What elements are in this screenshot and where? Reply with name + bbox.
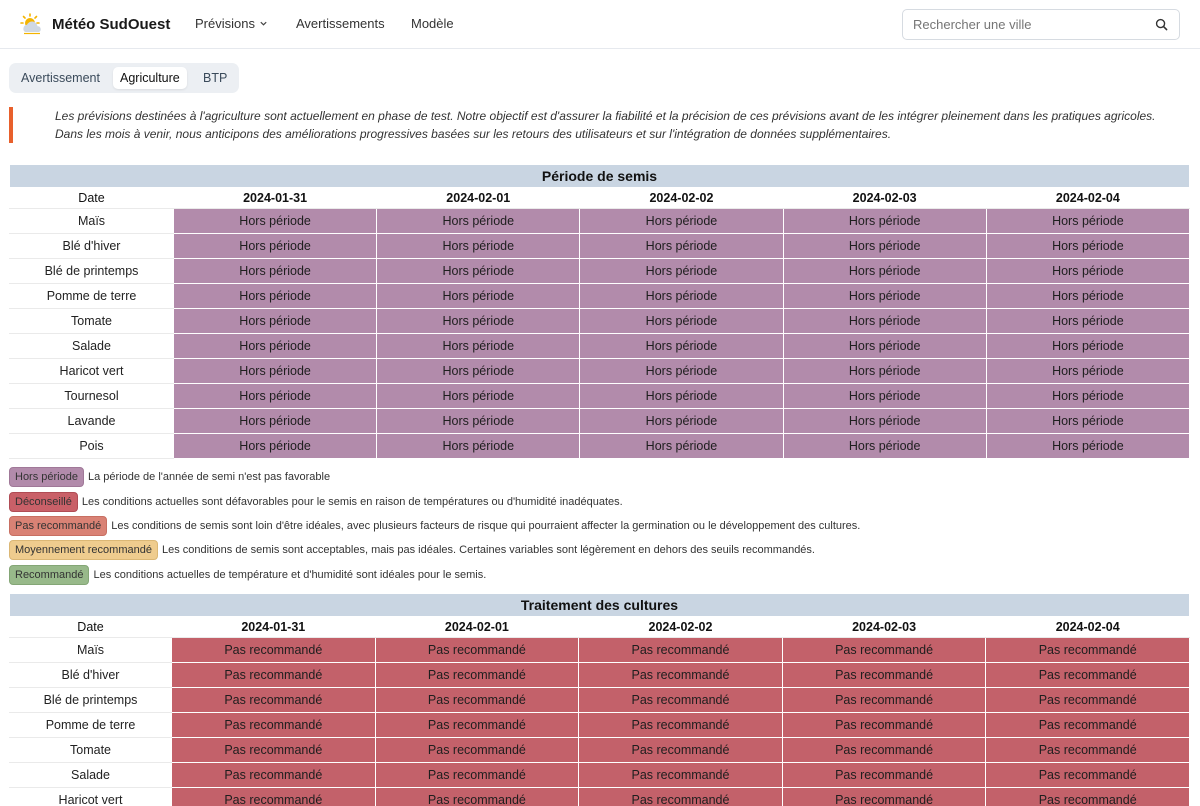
legend-badge-recommande: Recommandé [9, 565, 89, 585]
date-header: 2024-02-04 [986, 188, 1189, 209]
status-cell: Pas recommandé [782, 713, 986, 738]
nav-previsions-label: Prévisions [195, 16, 255, 31]
table-row [10, 334, 1190, 359]
crop-name: Tomate [10, 309, 174, 334]
status-cell: Hors période [174, 259, 377, 284]
crop-name: Pomme de terre [10, 713, 172, 738]
status-cell: Hors période [783, 259, 986, 284]
status-cell: Hors période [377, 259, 580, 284]
table-row [10, 209, 1190, 234]
status-cell: Hors période [986, 409, 1189, 434]
status-cell: Pas recommandé [782, 638, 986, 663]
status-cell: Pas recommandé [782, 688, 986, 713]
status-cell: Pas recommandé [172, 763, 376, 788]
legend-text: Les conditions actuelles sont défavorables pour le semis en raison de températures ou d'humidité inadéquates. [81, 496, 623, 508]
notice-text: Les prévisions destinées à l'agriculture sont actuellement en phase de test. Notre objectif est d'assurer la fiabilité et la précision de ces prévisions avant de les intégrer pleinement dans les pratiques agricoles. Dans les mois à venir, nous anticipons des améliorations progressives basées sur les retours des utilisateurs et sur l'intégration de données supplémentaires. [55, 109, 1156, 141]
status-cell: Hors période [174, 409, 377, 434]
status-cell: Hors période [174, 434, 377, 459]
search-input[interactable] [913, 17, 1143, 32]
status-cell: Hors période [783, 234, 986, 259]
crop-name: Blé d'hiver [10, 663, 172, 688]
date-header-row [10, 188, 1190, 209]
status-cell: Hors période [783, 359, 986, 384]
crop-name: Blé d'hiver [10, 234, 174, 259]
status-cell: Hors période [580, 384, 783, 409]
status-cell: Hors période [986, 284, 1189, 309]
status-cell: Pas recommandé [375, 663, 579, 688]
tab-agriculture[interactable]: Agriculture [113, 67, 187, 89]
crop-name: Maïs [10, 638, 172, 663]
status-cell: Pas recommandé [782, 663, 986, 688]
crop-name: Haricot vert [10, 788, 172, 806]
legend-item [9, 540, 815, 560]
date-header: 2024-02-01 [377, 188, 580, 209]
status-cell: Pas recommandé [579, 638, 783, 663]
crop-name: Haricot vert [10, 359, 174, 384]
legend-item [9, 516, 860, 536]
status-cell: Pas recommandé [172, 638, 376, 663]
status-cell: Pas recommandé [579, 763, 783, 788]
status-cell: Pas recommandé [172, 688, 376, 713]
status-cell: Pas recommandé [986, 763, 1190, 788]
table-title: Période de semis [10, 165, 1190, 188]
table-row [10, 713, 1190, 738]
table-row [10, 638, 1190, 663]
legend-item [9, 492, 623, 512]
status-cell: Hors période [377, 384, 580, 409]
status-cell: Pas recommandé [579, 738, 783, 763]
table-row [10, 284, 1190, 309]
tab-avertissement[interactable]: Avertissement [21, 71, 100, 85]
crop-name: Lavande [10, 409, 174, 434]
table-row [10, 384, 1190, 409]
legend-text: Les conditions de semis sont loin d'être idéales, avec plusieurs facteurs de risque qui pourraient affecter la germination ou le développement des cultures. [111, 520, 861, 532]
table-title: Traitement des cultures [10, 594, 1190, 617]
nav-previsions[interactable] [195, 16, 268, 31]
date-label: Date [10, 188, 174, 209]
status-cell: Hors période [174, 359, 377, 384]
date-header: 2024-02-02 [579, 617, 783, 638]
status-cell: Pas recommandé [375, 763, 579, 788]
status-cell: Hors période [377, 359, 580, 384]
status-cell: Hors période [580, 434, 783, 459]
table-row [10, 663, 1190, 688]
legend-badge-moyennement-recommande: Moyennement recommandé [9, 540, 158, 560]
status-cell: Hors période [174, 384, 377, 409]
date-header: 2024-02-02 [580, 188, 783, 209]
date-header: 2024-01-31 [174, 188, 377, 209]
status-cell: Hors période [783, 409, 986, 434]
crop-name: Blé de printemps [10, 688, 172, 713]
status-cell: Pas recommandé [172, 663, 376, 688]
crop-name: Tournesol [10, 384, 174, 409]
table-row [10, 409, 1190, 434]
status-cell: Hors période [986, 334, 1189, 359]
status-cell: Pas recommandé [579, 788, 783, 806]
nav-modele[interactable]: Modèle [411, 16, 454, 31]
crop-name: Salade [10, 334, 174, 359]
status-cell: Pas recommandé [375, 738, 579, 763]
legend-item [9, 467, 330, 487]
brand[interactable] [20, 12, 170, 36]
status-cell: Pas recommandé [579, 663, 783, 688]
status-cell: Hors période [174, 334, 377, 359]
status-cell: Pas recommandé [579, 713, 783, 738]
status-cell: Pas recommandé [986, 663, 1190, 688]
legend-text: Les conditions de semis sont acceptables, mais pas idéales. Certaines variables sont légèrement en dehors des seuils recommandés. [161, 544, 815, 556]
status-cell: Pas recommandé [986, 688, 1190, 713]
status-cell: Pas recommandé [986, 738, 1190, 763]
table-row [10, 688, 1190, 713]
status-cell: Hors période [783, 309, 986, 334]
status-cell: Pas recommandé [172, 738, 376, 763]
status-cell: Pas recommandé [375, 788, 579, 806]
status-cell: Hors période [580, 309, 783, 334]
legend-badge-hors-periode: Hors période [9, 467, 84, 487]
crop-name: Salade [10, 763, 172, 788]
crop-name: Blé de printemps [10, 259, 174, 284]
legend-badge-deconseille: Déconseillé [9, 492, 78, 512]
status-cell: Hors période [580, 234, 783, 259]
table-row [10, 763, 1190, 788]
date-header: 2024-01-31 [172, 617, 376, 638]
status-cell: Hors période [783, 334, 986, 359]
date-label: Date [10, 617, 172, 638]
status-cell: Hors période [174, 309, 377, 334]
date-header: 2024-02-03 [783, 188, 986, 209]
status-cell: Pas recommandé [782, 738, 986, 763]
status-cell: Hors période [783, 284, 986, 309]
status-cell: Hors période [377, 309, 580, 334]
status-cell: Hors période [377, 234, 580, 259]
table-row [10, 434, 1190, 459]
legend-item [9, 565, 486, 585]
status-cell: Pas recommandé [375, 638, 579, 663]
status-cell: Hors période [377, 434, 580, 459]
status-cell: Pas recommandé [375, 688, 579, 713]
status-cell: Hors période [377, 334, 580, 359]
status-cell: Pas recommandé [579, 688, 783, 713]
test-notice [9, 107, 1189, 143]
status-cell: Pas recommandé [782, 763, 986, 788]
legend-text: Les conditions actuelles de température et d'humidité sont idéales pour le semis. [93, 569, 487, 581]
status-cell: Pas recommandé [782, 788, 986, 806]
status-cell: Hors période [986, 359, 1189, 384]
crop-treatment-table [9, 593, 1190, 806]
status-cell: Hors période [580, 209, 783, 234]
status-cell: Pas recommandé [986, 713, 1190, 738]
status-cell: Hors période [783, 209, 986, 234]
status-cell: Hors période [986, 434, 1189, 459]
status-cell: Hors période [174, 209, 377, 234]
status-cell: Hors période [174, 284, 377, 309]
status-cell: Hors période [986, 209, 1189, 234]
status-cell: Hors période [377, 209, 580, 234]
status-cell: Hors période [580, 259, 783, 284]
table-row [10, 259, 1190, 284]
status-cell: Hors période [986, 259, 1189, 284]
legend-badge-pas-recommande: Pas recommandé [9, 516, 107, 536]
search-icon[interactable] [1155, 18, 1168, 31]
chevron-down-icon [259, 19, 268, 28]
navbar [0, 0, 1200, 49]
status-cell: Pas recommandé [375, 713, 579, 738]
table-row [10, 234, 1190, 259]
status-cell: Hors période [377, 409, 580, 434]
date-header: 2024-02-01 [375, 617, 579, 638]
status-cell: Hors période [580, 359, 783, 384]
date-header: 2024-02-03 [782, 617, 986, 638]
legend-text: La période de l'année de semi n'est pas favorable [87, 471, 331, 483]
status-cell: Hors période [986, 309, 1189, 334]
crop-name: Pomme de terre [10, 284, 174, 309]
status-cell: Hors période [783, 384, 986, 409]
sowing-period-table [9, 164, 1190, 459]
status-cell: Hors période [580, 409, 783, 434]
status-cell: Hors période [174, 234, 377, 259]
status-cell: Hors période [580, 334, 783, 359]
table-row [10, 359, 1190, 384]
status-cell: Pas recommandé [172, 788, 376, 806]
status-cell: Hors période [580, 284, 783, 309]
date-header-row [10, 617, 1190, 638]
crop-name: Tomate [10, 738, 172, 763]
search-box[interactable] [902, 9, 1180, 40]
status-cell: Pas recommandé [986, 638, 1190, 663]
crop-name: Maïs [10, 209, 174, 234]
table-row [10, 309, 1190, 334]
date-header: 2024-02-04 [986, 617, 1190, 638]
status-cell: Hors période [986, 384, 1189, 409]
status-cell: Pas recommandé [172, 713, 376, 738]
sun-cloud-logo-icon [20, 13, 44, 35]
status-cell: Hors période [783, 434, 986, 459]
status-cell: Hors période [377, 284, 580, 309]
brand-name: Météo SudOuest [52, 15, 171, 33]
status-cell: Pas recommandé [986, 788, 1190, 806]
nav-avertissements[interactable]: Avertissements [296, 16, 385, 31]
table-row [10, 738, 1190, 763]
tab-btp[interactable]: BTP [203, 71, 228, 85]
table-row [10, 788, 1190, 806]
crop-name: Pois [10, 434, 174, 459]
status-cell: Hors période [986, 234, 1189, 259]
category-tabs [9, 63, 239, 93]
